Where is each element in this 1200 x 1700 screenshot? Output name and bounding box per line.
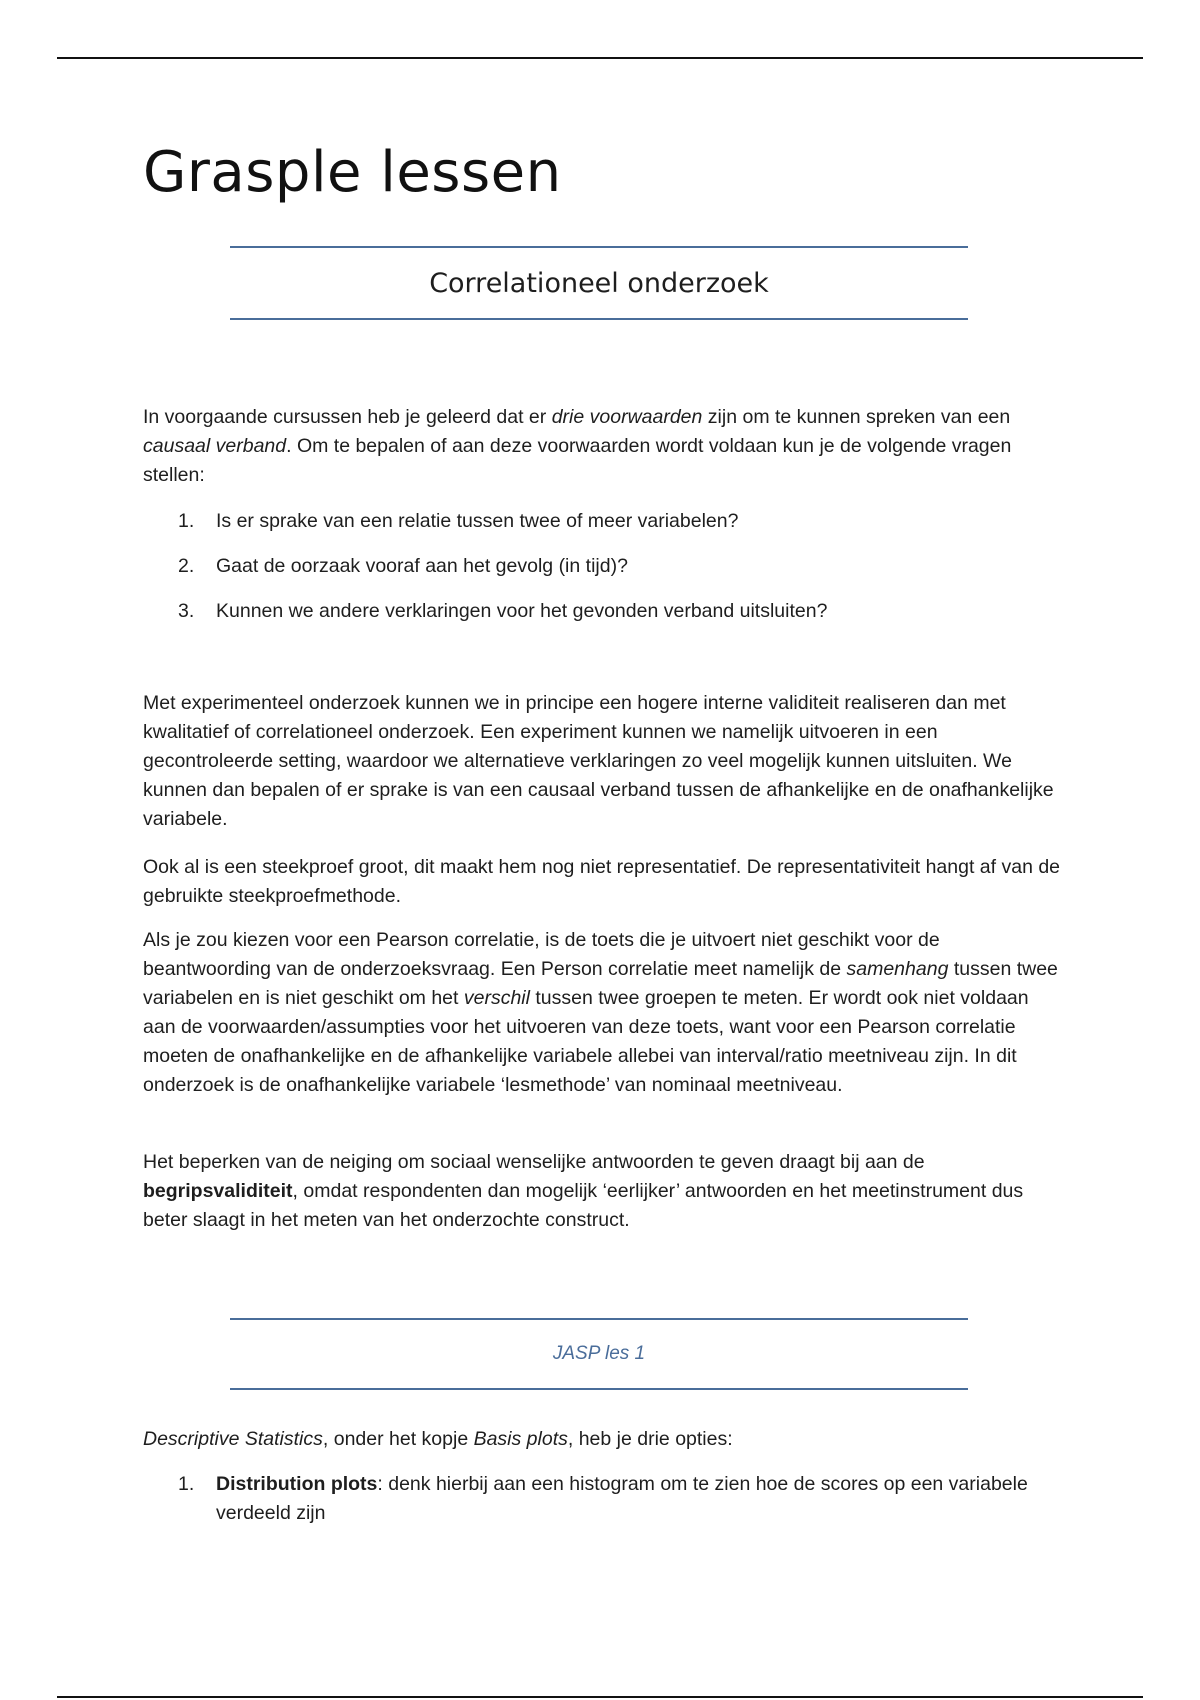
list-item	[178, 1470, 1058, 1528]
pearson-text-2: tussen twee variabelen en is niet geschikt om het	[143, 958, 1058, 1009]
begripsvaliditeit-paragraph	[143, 1148, 1063, 1235]
descriptive-paragraph	[143, 1425, 1063, 1454]
page-bottom-rule	[57, 1696, 1143, 1698]
descriptive-emphasis-1: Descriptive Statistics	[143, 1428, 323, 1450]
pearson-emphasis-samenhang: samenhang	[846, 958, 949, 980]
section-heading-text: Correlationeel onderzoek	[429, 267, 769, 299]
section-heading-jasp	[230, 1318, 968, 1390]
descriptive-text-2: , heb je drie opties:	[567, 1428, 733, 1450]
intro-text-1: In voorgaande cursussen heb je geleerd dat er	[143, 406, 552, 428]
list-item-text: : denk hierbij aan een histogram om te zien hoe de scores op een variabele verdeeld zijn	[216, 1473, 1028, 1524]
begrip-text-1: Het beperken van de neiging om sociaal wenselijke antwoorden te geven draagt bij aan de	[143, 1151, 925, 1173]
list-number: 1.	[178, 510, 195, 532]
pearson-paragraph	[143, 926, 1063, 1100]
intro-text-2: zijn om te kunnen spreken van een	[702, 406, 1011, 428]
intro-text-3: . Om te bepalen of aan deze voorwaarden wordt voldaan kun je de volgende vragen stellen:	[143, 435, 1012, 486]
descriptive-emphasis-2: Basis plots	[473, 1428, 568, 1450]
section-heading-text: JASP les 1	[552, 1343, 646, 1364]
steekproef-paragraph: Ook al is een steekproef groot, dit maakt hem nog niet representatief. De representativiteit hangt af van de gebruikte steekproefmethode.	[143, 856, 1061, 907]
list-item-text: Gaat de oorzaak vooraf aan het gevolg (in tijd)?	[216, 555, 628, 577]
pearson-emphasis-verschil: verschil	[463, 987, 530, 1009]
begrip-bold-term: begripsvaliditeit	[143, 1180, 293, 1202]
intro-emphasis-causaal: causaal verband	[143, 435, 287, 457]
intro-emphasis-voorwaarden: drie voorwaarden	[551, 406, 703, 428]
page-top-rule	[57, 57, 1143, 59]
list-item	[178, 507, 1058, 536]
begrip-text-2: , omdat respondenten dan mogelijk ‘eerlijker’ antwoorden en het meetinstrument dus beter slaagt in het meten van het onderzochte construct.	[143, 1180, 1024, 1231]
experiment-paragraph: Met experimenteel onderzoek kunnen we in principe een hogere interne validiteit realiseren dan met kwalitatief of correlationeel onderzoek. Een experiment kunnen we namelijk uitvoeren in een gecontroleerde setting, waardoor we alternatieve verklaringen zo veel mogelijk kunnen uitsluiten. We kunnen dan bepalen of er sprake is van een causaal verband tussen de afhankelijke en de onafhankelijke variabele.	[143, 692, 1054, 830]
list-item-text: Kunnen we andere verklaringen voor het gevonden verband uitsluiten?	[216, 600, 828, 622]
intro-paragraph	[143, 403, 1063, 490]
list-number: 3.	[178, 600, 195, 622]
pearson-text-1: Als je zou kiezen voor een Pearson correlatie, is de toets die je uitvoert niet geschikt voor de beantwoording van de onderzoeksvraag. Een Person correlatie meet namelijk de	[143, 929, 940, 980]
pearson-text-3: tussen twee groepen te meten. Er wordt ook niet voldaan aan de voorwaarden/assumpties voor het uitvoeren van deze toets, want voor een Pearson correlatie moeten de onafhankelijke en de afhankelijke variabele allebei van interval/ratio meetniveau zijn. In dit onderzoek is de onafhankelijke variabele ‘lesmethode’ van nominaal meetniveau.	[143, 987, 1029, 1096]
list-number: 1.	[178, 1473, 195, 1495]
list-item-text: Is er sprake van een relatie tussen twee of meer variabelen?	[216, 510, 739, 532]
list-item	[178, 552, 1058, 581]
options-list	[178, 1470, 1058, 1528]
document-title: Grasple lessen	[143, 140, 562, 205]
descriptive-text-1: , onder het kopje	[322, 1428, 474, 1450]
list-number: 2.	[178, 555, 195, 577]
section-heading-correlationeel	[230, 246, 968, 320]
list-item	[178, 597, 1058, 626]
option-bold-label: Distribution plots	[216, 1473, 378, 1495]
questions-list	[178, 507, 1058, 642]
